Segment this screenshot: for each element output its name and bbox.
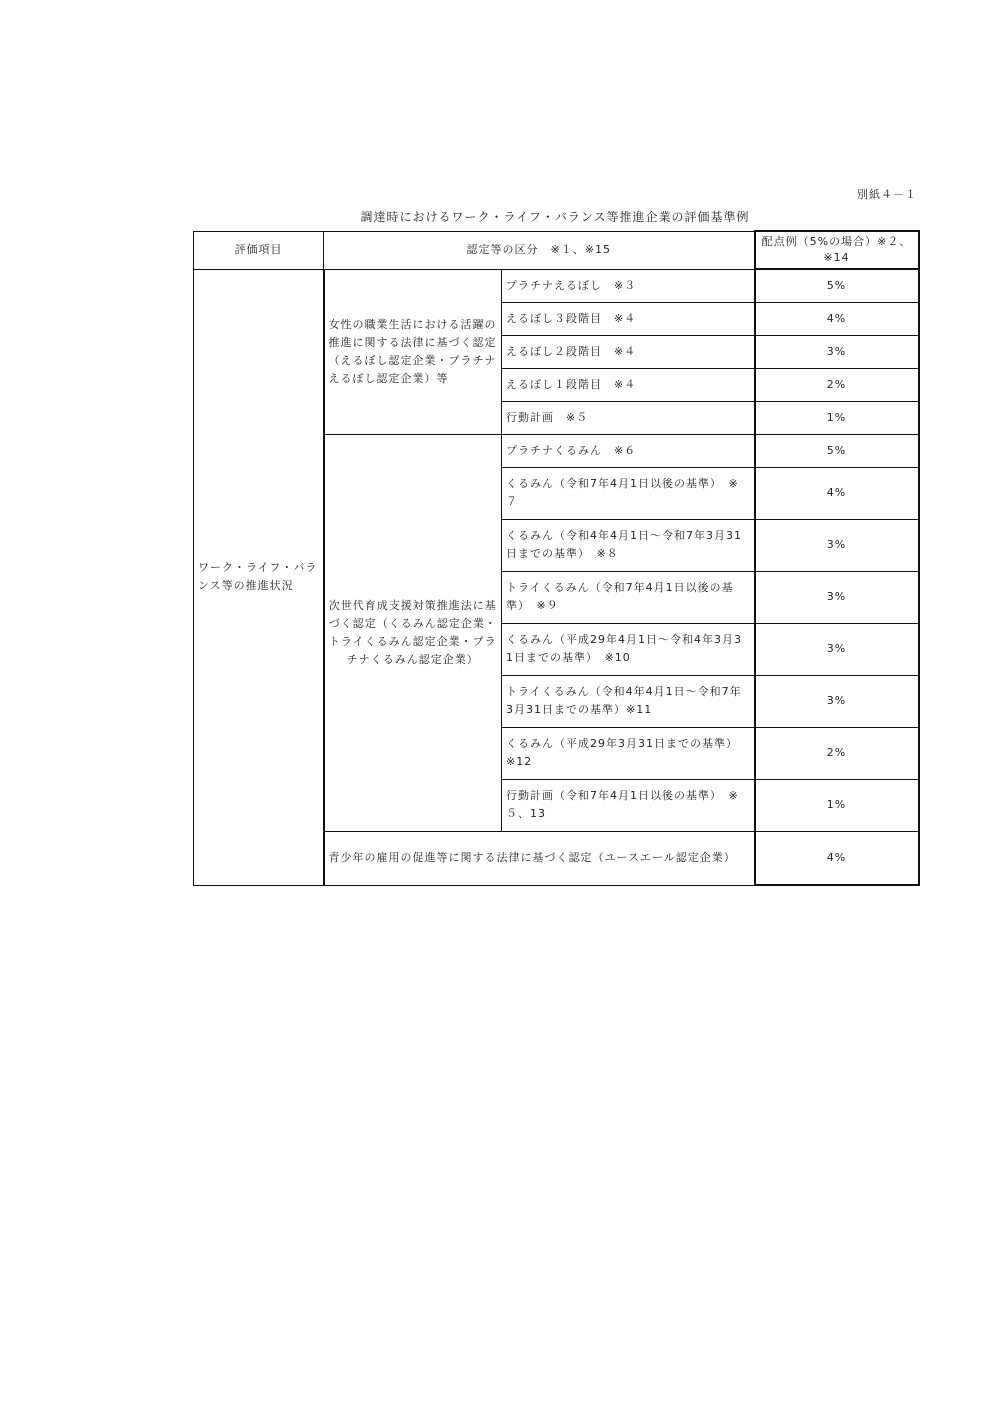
group-youth: 青少年の雇用の促進等に関する法律に基づく認定（ユースエール認定企業）	[324, 831, 755, 885]
table-header-row	[194, 231, 919, 269]
row-label: プラチナえるぼし ※３	[502, 269, 755, 302]
row-points: 1%	[755, 401, 919, 434]
table-row	[194, 269, 919, 302]
row-label: えるぼし２段階目 ※４	[502, 335, 755, 368]
row-label: くるみん（平成29年3月31日までの基準） ※12	[502, 727, 755, 779]
row-label: トライくるみん（令和4年4月1日～令和7年3月31日までの基準）※11	[502, 675, 755, 727]
row-points: 3%	[755, 675, 919, 727]
annex-label: 別紙４－１	[857, 188, 917, 201]
row-label: 行動計画 ※５	[502, 401, 755, 434]
row-label: プラチナくるみん ※６	[502, 434, 755, 467]
group-eruboshi: 女性の職業生活における活躍の推進に関する法律に基づく認定（えるぼし認定企業・プラチナえるぼし認定企業）等	[324, 269, 502, 434]
row-label: トライくるみん（令和7年4月1日以後の基準） ※９	[502, 571, 755, 623]
row-label: くるみん（令和7年4月1日以後の基準） ※７	[502, 467, 755, 519]
row-label: えるぼし１段階目 ※４	[502, 368, 755, 401]
row-points: 4%	[755, 467, 919, 519]
row-label: くるみん（令和4年4月1日～令和7年3月31日までの基準） ※８	[502, 519, 755, 571]
row-points: 2%	[755, 368, 919, 401]
evaluation-criteria-table	[193, 230, 920, 886]
group-kurumin: 次世代育成支援対策推進法に基づく認定（くるみん認定企業・トライくるみん認定企業・プラチナくるみん認定企業）	[324, 434, 502, 831]
row-points: 2%	[755, 727, 919, 779]
row-points: 4%	[755, 831, 919, 885]
row-points: 3%	[755, 623, 919, 675]
row-points: 3%	[755, 519, 919, 571]
row-points: 3%	[755, 571, 919, 623]
header-evaluation-item: 評価項目	[194, 231, 324, 269]
document-title: 調達時におけるワーク・ライフ・バランス等推進企業の評価基準例	[360, 210, 750, 224]
row-label: えるぼし３段階目 ※４	[502, 302, 755, 335]
header-category: 認定等の区分 ※１、※15	[324, 231, 755, 269]
row-label: 行動計画（令和7年4月1日以後の基準） ※５、13	[502, 779, 755, 831]
row-points: 1%	[755, 779, 919, 831]
evaluation-item-cell: ワーク・ライフ・バランス等の推進状況	[194, 269, 324, 885]
header-points: 配点例（5%の場合）※２、※14	[755, 231, 919, 269]
row-points: 3%	[755, 335, 919, 368]
row-label: くるみん（平成29年4月1日～令和4年3月31日までの基準） ※10	[502, 623, 755, 675]
row-points: 4%	[755, 302, 919, 335]
row-points: 5%	[755, 434, 919, 467]
row-points: 5%	[755, 269, 919, 302]
